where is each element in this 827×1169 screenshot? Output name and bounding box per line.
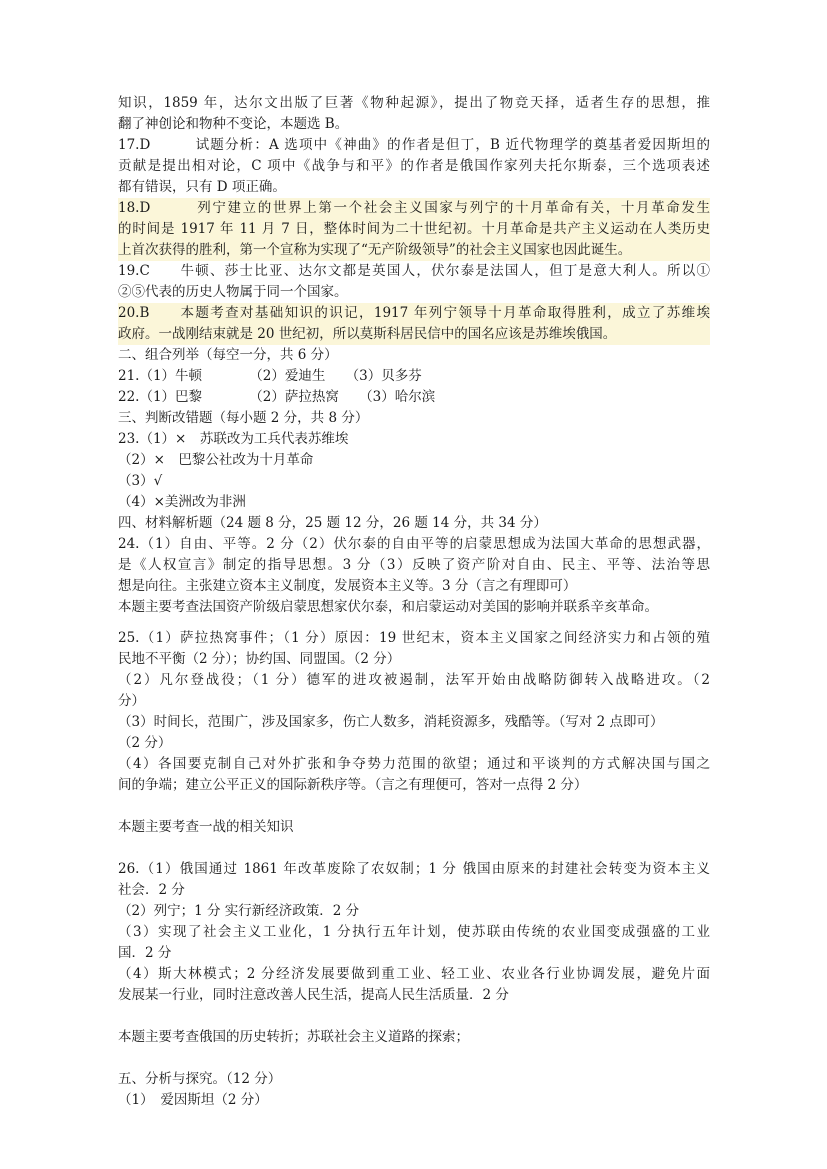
section-heading: 四、材料解析题（24 题 8 分，25 题 12 分，26 题 14 分，共 34 分） <box>118 515 547 531</box>
text-line: 的时间是 1917 年 11 月 7 日，整体时间为二十世纪初。十月革命是共产主义运动在人类历史 <box>118 221 710 237</box>
text-line: 国．2 分 <box>118 945 172 961</box>
section-heading: 三、判断改错题（每小题 2 分，共 8 分） <box>118 410 369 426</box>
text-line: 25.（1）萨拉热窝事件；（1 分）原因：19 世纪末，资本主义国家之间经济实力和占领的殖 <box>118 630 710 646</box>
text-line: （4）×美洲改为非洲 <box>118 494 246 510</box>
text-line: 23.（1）× 苏联改为工兵代表苏维埃 <box>118 431 349 447</box>
section-heading: 二、组合列举（每空一分，共 6 分） <box>118 347 338 363</box>
text-line: 上首次获得的胜利，第一个宣称为实现了“无产阶级领导”的社会主义国家也因此诞生。 <box>118 242 632 258</box>
text-line: 21.（1）牛顿 （2）爱迪生 （3）贝多芬 <box>118 368 422 384</box>
text-line: 26.（1）俄国通过 1861 年改革废除了农奴制；1 分 俄国由原来的封建社会转变为资本主义 <box>118 861 710 877</box>
text-line: 分） <box>118 693 145 709</box>
text-line: （3）实现了社会主义工业化，1 分执行五年计划，使苏联由传统的农业国变成强盛的工业 <box>118 924 710 940</box>
text-line: （4）斯大林模式；2 分经济发展要做到重工业、轻工业、农业各行业协调发展，避免片面 <box>118 966 710 982</box>
text-line: （2）× 巴黎公社改为十月革命 <box>118 452 314 468</box>
section-heading: 五、分析与探究。（12 分） <box>118 1071 282 1087</box>
answer-key-text <box>118 93 710 1111</box>
text-line: 民地不平衡（2 分）；协约国、同盟国。（2 分） <box>118 651 401 667</box>
text-line: 20.B 本题考查对基础知识的识记，1917 年列宁领导十月革命取得胜利，成立了苏维埃 <box>118 305 710 321</box>
text-line: 政府。一战刚结束就是 20 世纪初，所以莫斯科居民信中的国名应该是苏维埃俄国。 <box>118 326 617 342</box>
text-line: 都有错误，只有 D 项正确。 <box>118 179 286 195</box>
text-line: 是《人权宣言》制定的指导思想。3 分（3）反映了资产阶对自由、民主、平等、法治等思 <box>118 557 710 573</box>
text-line: ②⑤代表的历史人物属于同一个国家。 <box>118 284 348 300</box>
highlighted-answer-18 <box>118 198 710 261</box>
text-line: 社会．2 分 <box>118 882 185 898</box>
text-line: 本题主要考查一战的相关知识 <box>118 819 294 835</box>
text-line: （3）√ <box>118 473 163 489</box>
text-line: 24.（1）自由、平等。2 分（2）伏尔泰的自由平等的启蒙思想成为法国大革命的思想武器， <box>118 536 710 552</box>
text-line: （2 分） <box>118 735 172 751</box>
text-line: （3）时间长，范围广，涉及国家多，伤亡人数多，消耗资源多，残酷等。（写对 2 点即可） <box>118 714 664 730</box>
text-line: （2）凡尔登战役；（1 分）德军的进攻被遏制，法军开始由战略防御转入战略进攻。（2 <box>118 672 710 688</box>
text-line: 想是向往。主张建立资本主义制度，发展资本主义等。3 分（言之有理即可） <box>118 578 577 594</box>
text-line: 22.（1）巴黎 （2）萨拉热窝 （3）哈尔滨 <box>118 389 436 405</box>
text-line: （1） 爱因斯坦（2 分） <box>118 1092 268 1108</box>
text-line: （4）各国要克制自己对外扩张和争夺势力范围的欲望；通过和平谈判的方式解决国与国之 <box>118 756 710 772</box>
text-line: 19.C 牛顿、莎士比亚、达尔文都是英国人，伏尔泰是法国人，但丁是意大利人。所以① <box>118 263 710 279</box>
text-line: 知识，1859 年，达尔文出版了巨著《物种起源》，提出了物竞天择，适者生存的思想，推 <box>118 95 710 111</box>
text-line: 本题主要考查俄国的历史转折；苏联社会主义道路的探索； <box>118 1029 469 1045</box>
highlighted-answer-20 <box>118 303 710 345</box>
text-line: 发展某一行业，同时注意改善人民生活，提高人民生活质量．2 分 <box>118 987 509 1003</box>
text-line: （2）列宁；1 分 实行新经济政策．2 分 <box>118 903 360 919</box>
text-line: 贡献是提出相对论，C 项中《战争与和平》的作者是俄国作家列夫托尔斯泰，三个选项表述 <box>118 158 710 174</box>
text-line: 18.D 列宁建立的世界上第一个社会主义国家与列宁的十月革命有关，十月革命发生 <box>118 200 710 216</box>
text-line: 翻了神创论和物种不变论，本题选 B。 <box>118 116 349 132</box>
text-line: 17.D 试题分析：A 选项中《神曲》的作者是但丁，B 近代物理学的奠基者爱因斯坦的 <box>118 137 710 153</box>
text-line: 间的争端；建立公平正义的国际新秩序等。（言之有理便可，答对一点得 2 分） <box>118 777 588 793</box>
text-line: 本题主要考查法国资产阶级启蒙思想家伏尔泰，和启蒙运动对美国的影响并联系辛亥革命。 <box>118 599 658 615</box>
